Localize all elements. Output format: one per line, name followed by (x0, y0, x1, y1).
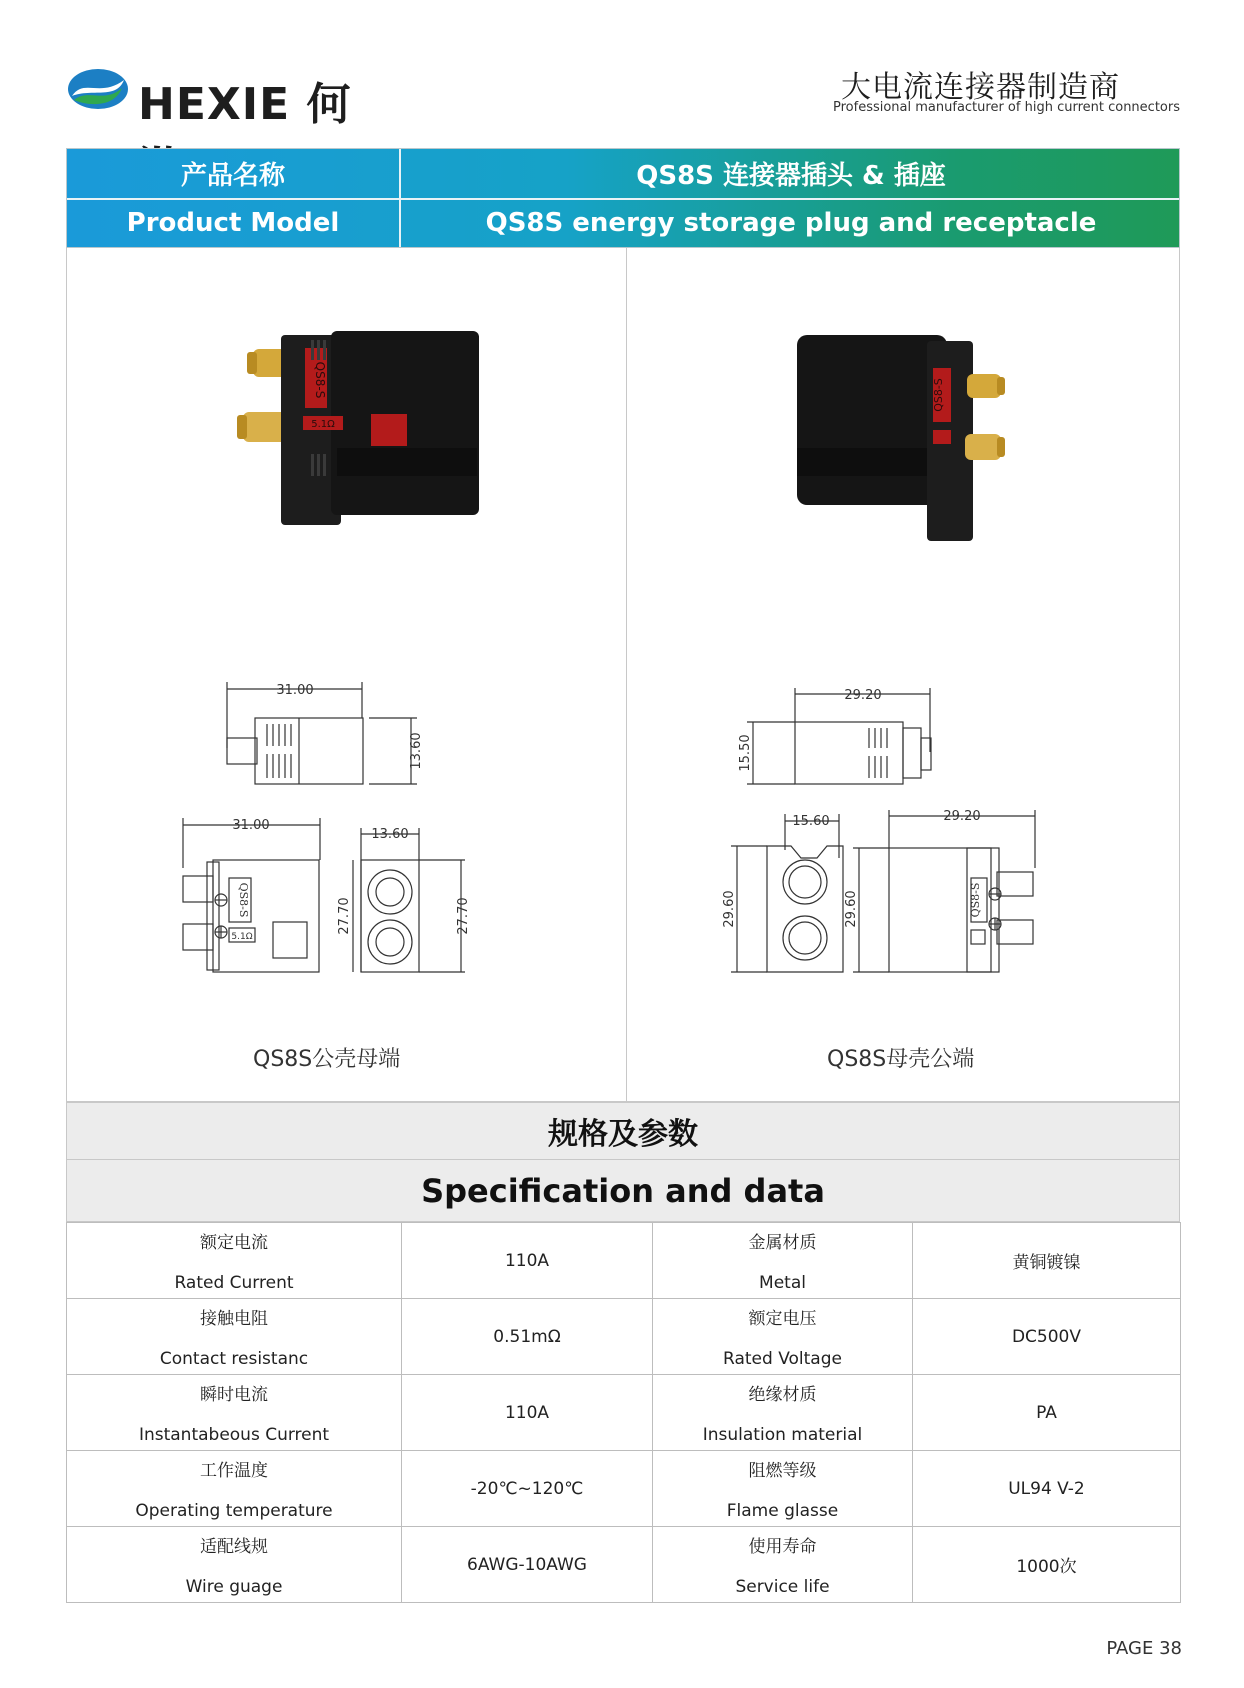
logo-text: HEXIE 何 (138, 79, 352, 130)
page-header (0, 0, 1244, 140)
tagline-chinese: 大电流连接器制造商 (841, 70, 1120, 105)
title-value-cn: QS8S 连接器插头 & 插座 (636, 161, 946, 191)
product-title-table (66, 148, 1180, 248)
spec-label-cn: 适配线规 (200, 1537, 268, 1557)
spec-label-cell (67, 1299, 402, 1375)
title-row-english (67, 199, 1179, 247)
left-front-resistor-mark: 5.1Ω (231, 932, 253, 942)
tagline-english: Professional manufacturer of high current connectors (833, 100, 1180, 115)
spec-label-cn: 使用寿命 (748, 1537, 817, 1557)
left-product-panel (67, 248, 626, 1102)
title-label-en: Product Model (67, 199, 401, 247)
spec-label-en: Service life (735, 1577, 830, 1597)
left-side-view-drawing (227, 682, 417, 784)
right-front-view-drawing (853, 810, 1035, 972)
left-front-mark: QS8-S (237, 882, 250, 918)
spec-label-en: Metal (759, 1273, 806, 1293)
right-image-caption: QS8S母壳公端 (827, 1047, 975, 1072)
spec-label-cell (653, 1527, 913, 1603)
left-dim-front-width: 31.00 (232, 818, 270, 833)
right-dim-side-width: 29.20 (844, 688, 882, 703)
left-product-photo (237, 331, 479, 525)
right-product-panel (627, 248, 1181, 1102)
spec-label-cell (67, 1527, 402, 1603)
title-row-chinese (67, 149, 1179, 200)
title-value-en: QS8S energy storage plug and receptacle (485, 208, 1097, 238)
spec-value-cell: -20℃~120℃ (402, 1451, 653, 1527)
spec-label-en: Operating temperature (135, 1501, 333, 1521)
spec-label-cn: 绝缘材质 (748, 1385, 817, 1405)
table-row (67, 1527, 1181, 1603)
logo-swirl-icon (66, 66, 130, 112)
spec-value-cell: 黄铜镀镍 (913, 1223, 1181, 1299)
left-dim-end-width: 13.60 (371, 827, 409, 842)
spec-label-en: Instantabeous Current (138, 1425, 330, 1445)
table-row (67, 1375, 1181, 1451)
left-dim-side-height: 13.60 (409, 732, 424, 770)
left-dim-side-width: 31.00 (276, 683, 314, 698)
table-row (67, 1299, 1181, 1375)
right-dim-front-width: 29.20 (943, 809, 981, 824)
spec-label-cn: 瞬时电流 (200, 1385, 268, 1405)
spec-heading-chinese: 规格及参数 (66, 1102, 1180, 1160)
spec-label-cn: 接触电阻 (200, 1309, 268, 1329)
spec-label-cell (653, 1299, 913, 1375)
spec-label-en: Flame glasse (726, 1501, 839, 1521)
spec-table (66, 1222, 1181, 1603)
left-image-caption: QS8S公壳母端 (253, 1047, 401, 1072)
right-dim-end-height: 29.60 (722, 890, 737, 928)
right-dim-side-height: 15.50 (738, 734, 753, 772)
spec-label-cn: 额定电流 (200, 1233, 268, 1253)
spec-value-cell: 6AWG-10AWG (402, 1527, 653, 1603)
spec-value-cell: DC500V (913, 1299, 1181, 1375)
right-dim-end-width: 15.60 (792, 814, 830, 829)
company-logo (66, 66, 396, 130)
left-photo-mark: QS8-S (313, 361, 327, 399)
spec-label-cell (67, 1223, 402, 1299)
spec-value-cell: 110A (402, 1375, 653, 1451)
table-row (67, 1223, 1181, 1299)
spec-label-cn: 阻燃等级 (748, 1461, 817, 1481)
right-photo-mark: QS8-S (932, 378, 945, 412)
spec-label-en: Wire guage (185, 1577, 283, 1597)
right-front-mark: QS8-S (969, 882, 982, 918)
left-end-view-drawing (353, 828, 465, 972)
right-dim-front-height: 29.60 (844, 890, 859, 928)
table-row (67, 1451, 1181, 1527)
spec-label-cell (67, 1451, 402, 1527)
right-product-photo (797, 335, 1005, 541)
left-dim-front-height: 27.70 (337, 897, 352, 935)
page-number: PAGE 38 (1106, 1638, 1182, 1659)
spec-label-cell (67, 1375, 402, 1451)
spec-label-cn: 金属材质 (748, 1233, 817, 1253)
spec-label-cn: 额定电压 (748, 1309, 817, 1329)
spec-label-cn: 工作温度 (200, 1461, 268, 1481)
spec-label-en: Insulation material (702, 1425, 863, 1445)
spec-value-cell: PA (913, 1375, 1181, 1451)
right-side-view-drawing (747, 688, 931, 784)
spec-value-cell: 1000次 (913, 1527, 1181, 1603)
spec-label-en: Contact resistanc (159, 1349, 309, 1369)
title-label-cn: 产品名称 (67, 149, 401, 198)
spec-value-cell: UL94 V-2 (913, 1451, 1181, 1527)
spec-value-cell: 0.51mΩ (402, 1299, 653, 1375)
spec-value-cell: 110A (402, 1223, 653, 1299)
product-image-area (66, 248, 1180, 1102)
spec-heading-english: Specification and data (66, 1160, 1180, 1222)
right-end-view-drawing (731, 814, 843, 972)
left-front-view-drawing (183, 818, 320, 972)
spec-label-cell (653, 1451, 913, 1527)
spec-label-cell (653, 1375, 913, 1451)
spec-label-en: Rated Current (174, 1273, 294, 1293)
spec-label-cell (653, 1223, 913, 1299)
left-photo-resistor-mark: 5.1Ω (311, 419, 335, 430)
spec-label-en: Rated Voltage (723, 1349, 842, 1369)
left-dim-end-height: 27.70 (456, 897, 471, 935)
